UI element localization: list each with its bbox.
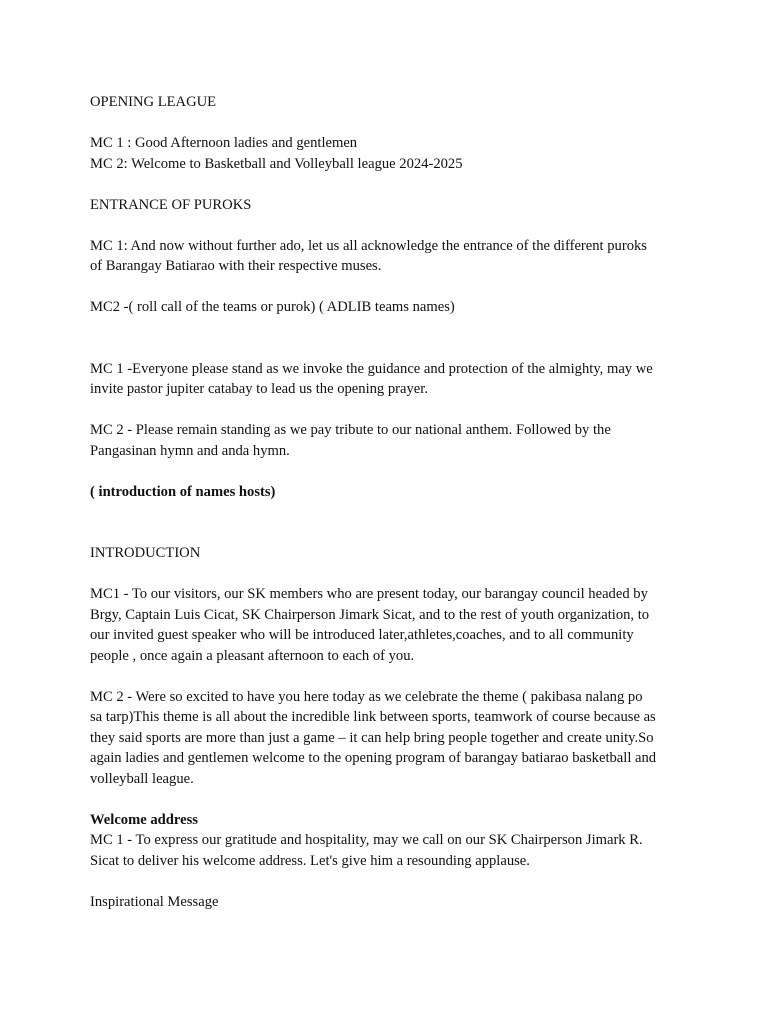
heading-entrance-of-puroks — [90, 195, 680, 216]
heading-text: ENTRANCE OF PUROKS — [90, 196, 252, 213]
heading-introduction — [90, 543, 680, 564]
heading-text: Inspirational Message — [90, 893, 219, 910]
paragraph-line: again ladies and gentlemen welcome to the opening program of barangay batiarao basketball and — [90, 750, 657, 766]
mc1-intro-paragraph — [90, 584, 680, 666]
mc2-welcome: MC 2: Welcome to Basketball and Volleyball league 2024-2025 — [90, 155, 463, 172]
intro-hosts-note — [90, 482, 680, 503]
paragraph-line: Sicat to deliver his welcome address. Let's give him a resounding applause. — [90, 852, 530, 869]
mc1-greeting: MC 1 : Good Afternoon ladies and gentlemen — [90, 135, 358, 151]
paragraph-line: our invited guest speaker who will be introduced later,athletes,coaches, and to all community — [90, 627, 634, 643]
paragraph-line: volleyball league. — [90, 770, 194, 787]
paragraph-line: MC 1: And now without further ado, let us all acknowledge the entrance of the different puroks — [90, 237, 647, 254]
paragraph-line: ( introduction of names hosts) — [90, 483, 276, 500]
paragraph-line: Brgy, Captain Luis Cicat, SK Chairperson Jimark Sicat, and to the rest of youth organization, to — [90, 606, 650, 623]
paragraph-line: people , once again a pleasant afternoon to each of you. — [90, 647, 415, 664]
mc2-rollcall-paragraph — [90, 297, 680, 318]
mc1-entrance-paragraph — [90, 236, 680, 277]
heading-welcome-address: Welcome address — [90, 811, 198, 828]
welcome-address-block — [90, 810, 680, 872]
paragraph-line: invite pastor jupiter catabay to lead us the opening prayer. — [90, 381, 428, 397]
paragraph-line: MC2 -( roll call of the teams or purok) ( ADLIB teams names) — [90, 299, 455, 315]
paragraph-line: MC1 - To our visitors, our SK members who are present today, our barangay council headed by — [90, 586, 648, 602]
heading-text: OPENING LEAGUE — [90, 94, 217, 110]
paragraph-line: sa tarp)This theme is all about the incredible link between sports, teamwork of course because as — [90, 709, 656, 725]
paragraph-line: MC 1 -Everyone please stand as we invoke the guidance and protection of the almighty, may we — [90, 360, 653, 377]
paragraph-line: they said sports are more than just a game – it can help bring people together and create unity.So — [90, 729, 654, 746]
heading-inspirational-message — [90, 892, 680, 913]
paragraph-line: MC 2 - Please remain standing as we pay tribute to our national anthem. Followed by the — [90, 422, 611, 438]
paragraph-line: Pangasinan hymn and anda hymn. — [90, 442, 290, 459]
mc1-prayer-paragraph — [90, 359, 680, 400]
mc2-anthem-paragraph — [90, 420, 680, 461]
paragraph-line: MC 2 - Were so excited to have you here today as we celebrate the theme ( pakibasa nalang po — [90, 688, 643, 705]
mc-greeting-block — [90, 133, 680, 174]
document-body — [90, 92, 680, 933]
heading-opening-league — [90, 92, 680, 113]
heading-text: INTRODUCTION — [90, 545, 201, 561]
paragraph-line: of Barangay Batiarao with their respective muses. — [90, 258, 382, 274]
mc2-theme-paragraph — [90, 687, 680, 790]
paragraph-line: MC 1 - To express our gratitude and hospitality, may we call on our SK Chairperson Jimark R. — [90, 832, 643, 848]
